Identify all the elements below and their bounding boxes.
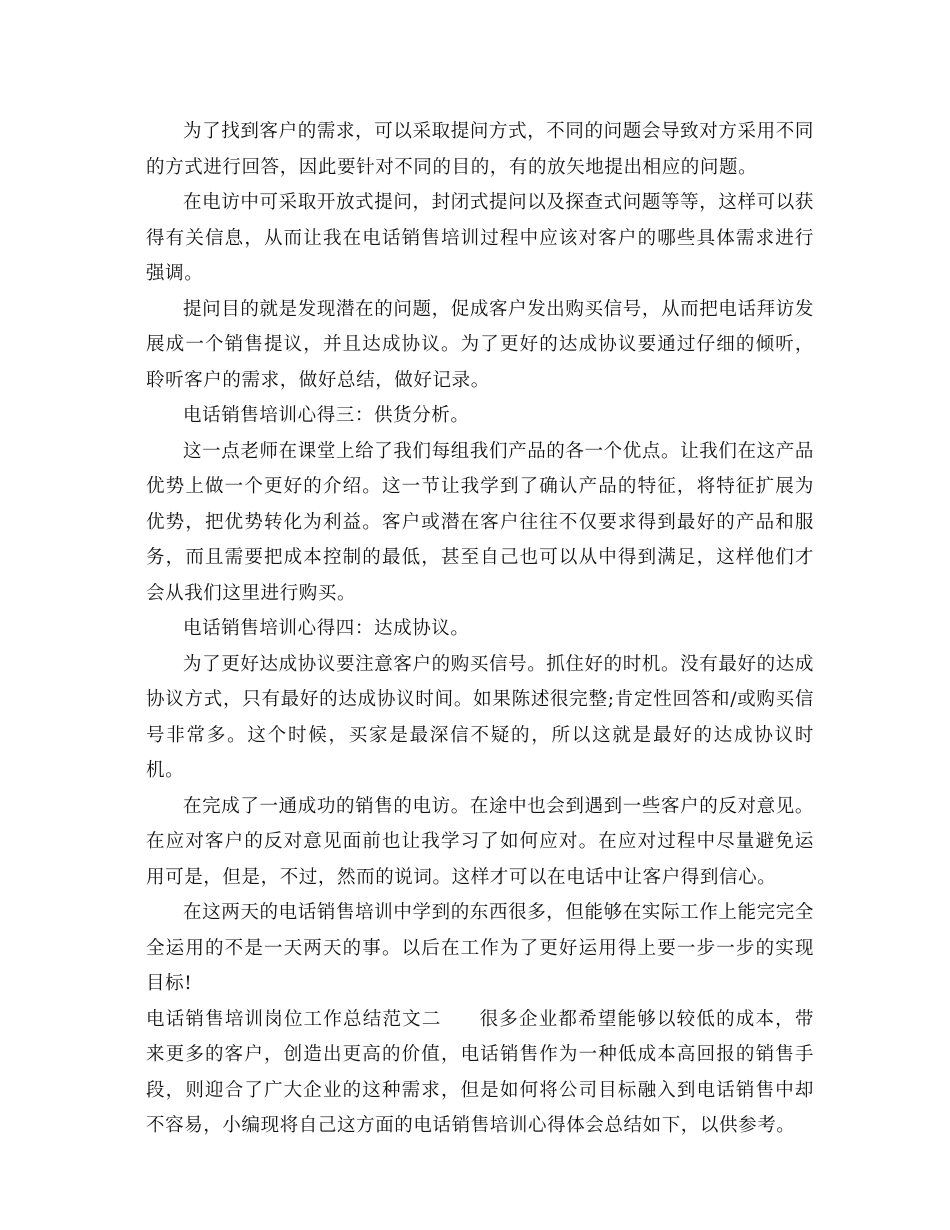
sample-two-heading: 电话销售培训岗位工作总结范文二 xyxy=(146,1008,442,1030)
paragraph-question-purpose: 提问目的就是发现潜在的问题，促成客户发出购买信号，从而把电话拜访发展成一个销售提议，并且达成协议。为了更好的达成协议要通过仔细的倾听，聆听客户的需求，做好总结，做好记录。 xyxy=(146,298,814,391)
document-body xyxy=(146,114,814,1144)
section-heading-supply-analysis: 电话销售培训心得三：供货分析。 xyxy=(183,405,470,426)
paragraph-conclusion: 在这两天的电话销售培训中学到的东西很多，但能够在实际工作上能完完全全运用的不是一天两天的事。以后在工作为了更好运用得上要一步一步的实现目标! xyxy=(146,902,814,994)
paragraph-sample-two xyxy=(146,1002,814,1144)
paragraph-question-types: 在电访中可采取开放式提问，封闭式提问以及探查式问题等等，这样可以获得有关信息，从而让我在电话销售培训过程中应该对客户的哪些具体需求进行强调。 xyxy=(146,192,814,284)
paragraph-find-needs: 为了找到客户的需求，可以采取提问方式，不同的问题会导致对方采用不同的方式进行回答，因此要针对不同的目的，有的放矢地提出相应的问题。 xyxy=(146,121,814,178)
section-heading-reach-agreement: 电话销售培训心得四：达成协议。 xyxy=(183,618,470,639)
paragraph-buying-signals: 为了更好达成协议要注意客户的购买信号。抓住好的时机。没有最好的达成协议方式，只有最好的达成协议时间。如果陈述很完整;肯定性回答和/或购买信号非常多。这个时候，买家是最深信不疑的，所以这就是最好的达成协议时机。 xyxy=(146,653,814,781)
paragraph-objection-handling: 在完成了一通成功的销售的电访。在途中也会到遇到一些客户的反对意见。在应对客户的反对意见面前也让我学习了如何应对。在应对过程中尽量避免运用可是，但是，不过，然而的说词。这样才可以在电话中让客户得到信心。 xyxy=(146,795,814,888)
paragraph-product-advantages: 这一点老师在课堂上给了我们每组我们产品的各一个优点。让我们在这产品优势上做一个更好的介绍。这一节让我学到了确认产品的特征，将特征扩展为优势，把优势转化为利益。客户或潜在客户往往不仅要求得到最好的产品和服务，而且需要把成本控制的最低，甚至自己也可以从中得到满足，这样他们才会从我们这里进行购买。 xyxy=(146,440,814,604)
sample-two-intro: 很多企业都希望能够以较低的成本，带来更多的客户，创造出更高的价值，电话销售作为一种低成本高回报的销售手段，则迎合了广大企业的这种需求，但是如何将公司目标融入到电话销售中却不容易，小编现将自己这方面的电话销售培训心得体会总结如下，以供参考。 xyxy=(146,1008,814,1136)
